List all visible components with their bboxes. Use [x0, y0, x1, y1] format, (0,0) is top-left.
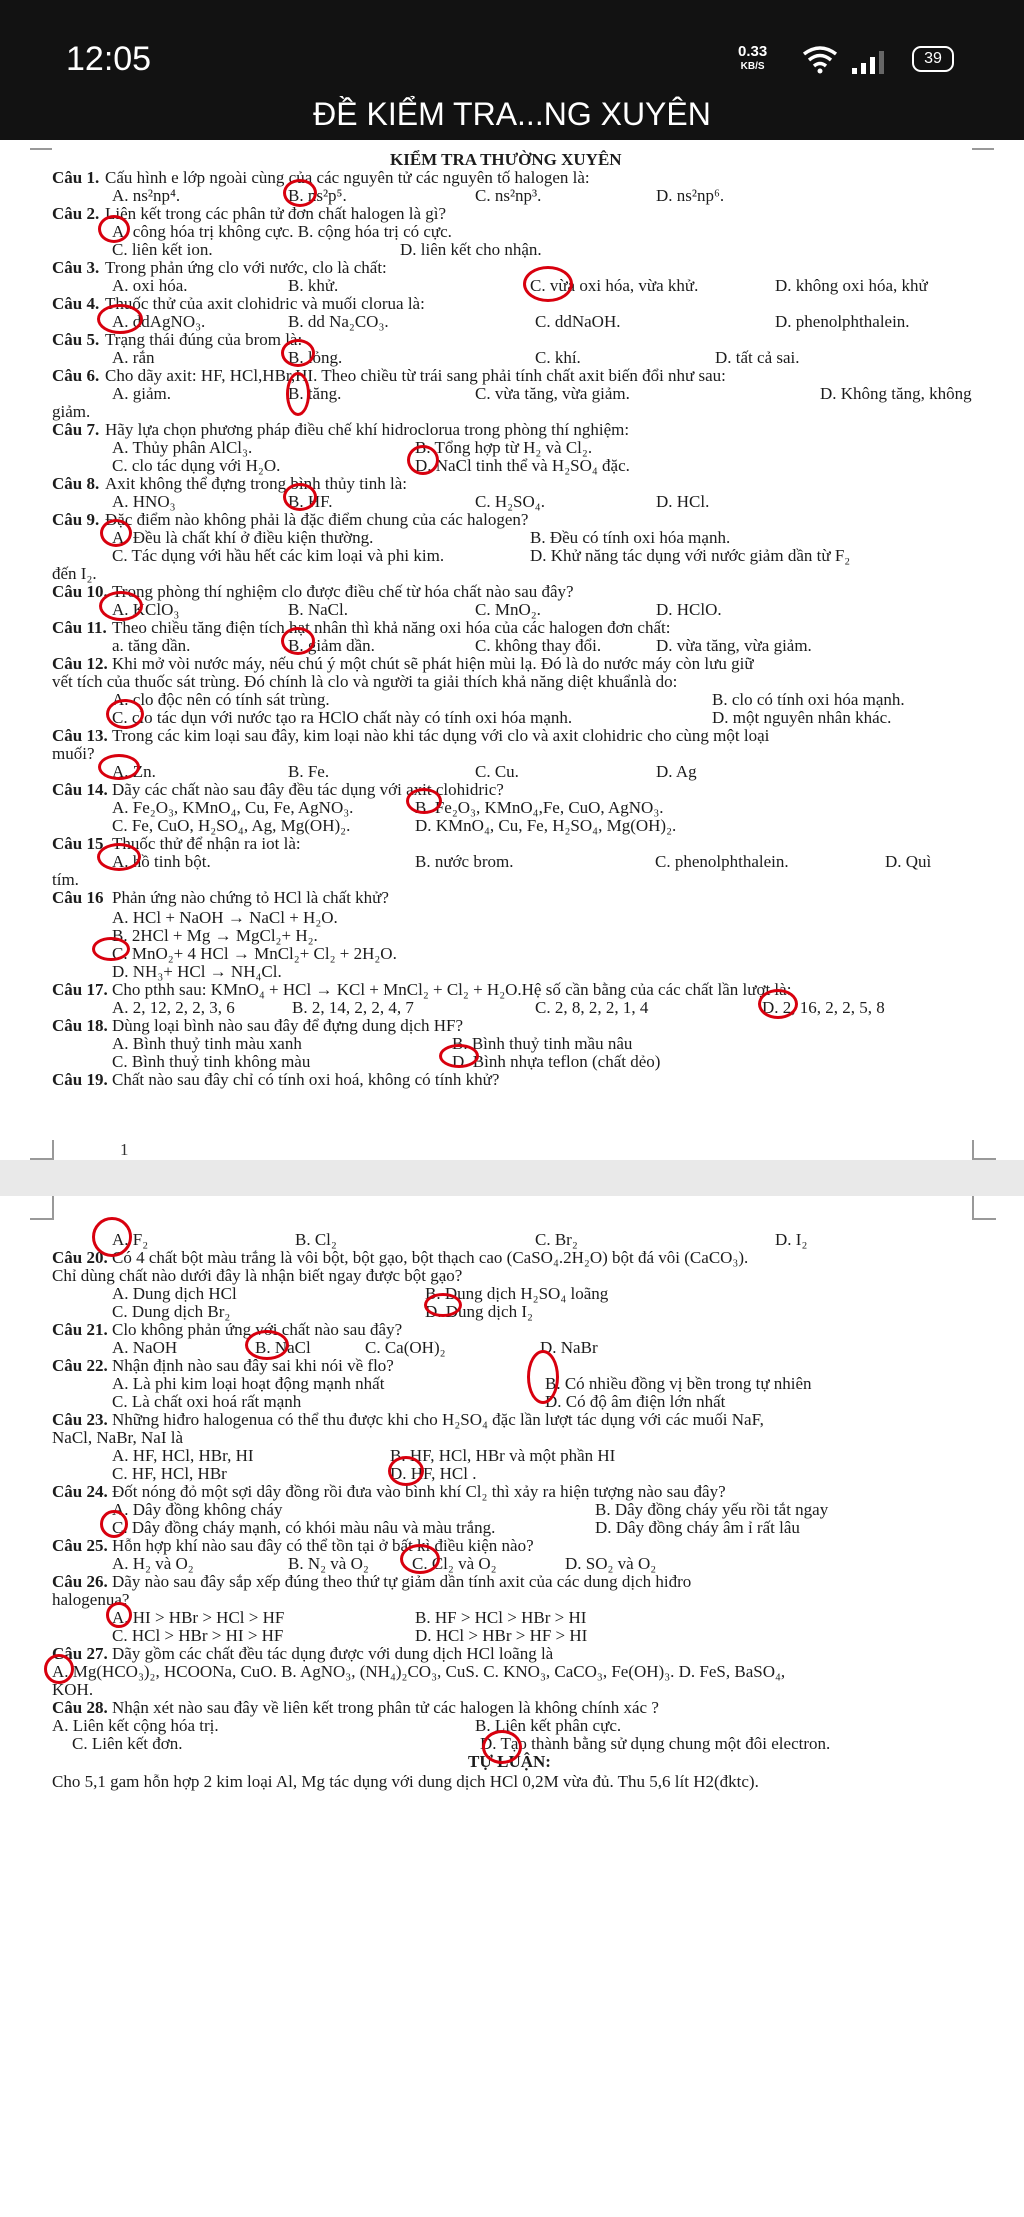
answer-circle: [281, 627, 315, 655]
text-segment: D. 2, 16, 2, 2, 5, 8: [762, 998, 885, 1017]
text-segment: C. không thay đổi.: [475, 636, 602, 655]
answer-circle: [98, 215, 130, 243]
answer-circle: [245, 1330, 289, 1360]
page-break: [0, 1160, 1024, 1196]
text-segment: Cấu hình e lớp ngoài cùng của các nguyên tử các nguyên tố halogen là:: [105, 168, 590, 187]
page-corner-mark: [972, 1196, 996, 1220]
answer-circle: [424, 1293, 462, 1317]
text-segment: Phản ứng nào chứng tỏ HCl là chất khử?: [112, 888, 389, 907]
answer-circle: [97, 843, 141, 871]
text-segment: A. giảm.: [112, 384, 172, 403]
text-segment: C. khí.: [535, 348, 581, 367]
text-segment: Có 4 chất bột màu trắng là vôi bột, bột gạo, bột thạch cao (CaSO₄.2H₂O) bột đá vôi (CaCO₃).: [112, 1248, 749, 1267]
network-speed-value: 0.33: [738, 43, 768, 60]
text-segment: B. HF, HCl, HBr và một phần HI: [390, 1446, 616, 1465]
text-segment: Nhận định nào sau đây sai khi nói về flo?: [112, 1356, 394, 1375]
text-segment: C. 2, 8, 2, 2, 1, 4: [535, 998, 649, 1017]
page-corner-mark: [972, 1140, 996, 1160]
text-segment: B. Liên kết phân cực.: [475, 1716, 622, 1735]
text-segment: A. Dung dịch HCl: [112, 1284, 237, 1303]
text-segment: Câu 1.: [52, 168, 100, 187]
text-segment: D. Dây đồng cháy âm ỉ rất lâu: [595, 1518, 800, 1537]
text-segment: Câu 26.: [52, 1572, 108, 1591]
text-segment: D. Có độ âm điện lớn nhất: [545, 1392, 726, 1411]
text-segment: C. Liên kết đơn.: [72, 1734, 183, 1753]
text-segment: C. Fe, CuO, H₂SO₄, Ag, Mg(OH)₂.: [112, 816, 351, 835]
text-segment: Trạng thái đúng của brom là:: [105, 330, 303, 349]
text-segment: C. Là chất oxi hoá rất mạnh: [112, 1392, 302, 1411]
text-segment: Câu 17.: [52, 980, 108, 999]
text-segment: Những hiđro halogenua có thể thu được khi cho H₂SO₄ đặc lần lượt tác dụng với các muối NaF,: [112, 1410, 764, 1429]
text-segment: D. HClO.: [656, 600, 722, 619]
text-segment: C. Tác dụng với hầu hết các kim loại và phi kim.: [112, 546, 445, 565]
text-segment: D. Bình nhựa teflon (chất dẻo): [452, 1052, 661, 1071]
text-segment: D. I₂: [775, 1230, 808, 1249]
text-segment: Dùng loại bình nào sau đây để đựng dung dịch HF?: [112, 1016, 464, 1035]
page-corner-mark: [30, 1196, 54, 1220]
text-segment: Trong phản ứng clo với nước, clo là chất:: [105, 258, 387, 277]
text-segment: C. MnO₂+ 4 HCl → MnCl₂+ Cl₂ + 2H₂O.: [112, 944, 397, 963]
text-segment: Câu 2.: [52, 204, 100, 223]
text-segment: Đốt nóng đỏ một sợi dây đồng rồi đưa vào bình khí Cl₂ thì xảy ra hiện tượng nào sau đây?: [112, 1482, 726, 1501]
text-segment: Câu 13.: [52, 726, 108, 745]
text-segment: Khi mở vòi nước máy, nếu chú ý một chút sẽ phát hiện mùi lạ. Đó là do nước máy còn lưu giữ: [112, 654, 754, 673]
text-segment: Câu 6.: [52, 366, 100, 385]
answer-circle: [523, 266, 573, 302]
text-segment: Câu 8.: [52, 474, 100, 493]
answer-circle: [758, 989, 798, 1019]
text-segment: Đặc điểm nào không phải là đặc điểm chung của các halogen?: [105, 510, 529, 529]
text-segment: D. Khử năng tác dụng với nước giảm dần từ F₂: [530, 546, 851, 565]
text-segment: Theo chiều tăng điện tích hạt nhân thì khả năng oxi hóa của các halogen đơn chất:: [112, 618, 671, 637]
text-segment: A. ddAgNO₃.: [112, 312, 206, 331]
text-segment: Câu 27.: [52, 1644, 108, 1663]
text-segment: B. Có nhiều đồng vị bền trong tự nhiên: [545, 1374, 812, 1393]
text-segment: A. KClO₃: [112, 600, 180, 619]
text-segment: C. HCl > HBr > HI > HF: [112, 1626, 284, 1645]
text-segment: A. công hóa trị không cực. B. cộng hóa trị có cực.: [112, 222, 452, 241]
text-segment: A. Zn.: [112, 762, 156, 781]
text-segment: a. tăng dần.: [112, 636, 191, 655]
text-segment: D. vừa tăng, vừa giảm.: [656, 636, 812, 655]
text-segment: Câu 11.: [52, 618, 107, 637]
text-segment: B. tăng.: [288, 384, 342, 403]
battery-indicator: 39: [912, 46, 954, 72]
text-segment: C. vừa oxi hóa, vừa khử.: [530, 276, 699, 295]
text-segment: B. 2HCl + Mg → MgCl₂+ H₂.: [112, 926, 318, 945]
text-segment: A. Liên kết cộng hóa trị.: [52, 1716, 219, 1735]
text-segment: Dãy các chất nào sau đây đều tác dụng với axit clohidric?: [112, 780, 504, 799]
text-segment: C. Cl₂ và O₂: [412, 1554, 497, 1573]
text-segment: Cho pthh sau: KMnO₄ + HCl → KCl + MnCl₂ + Cl₂ + H₂O.Hệ số cần bằng của các chất lần lượt là:: [112, 980, 792, 999]
text-segment: A. oxi hóa.: [112, 276, 188, 295]
text-segment: Câu 21.: [52, 1320, 108, 1339]
text-segment: Câu 23.: [52, 1410, 108, 1429]
text-segment: Dãy gồm các chất đều tác dụng được với dung dịch HCl loãng là: [112, 1644, 554, 1663]
text-segment: C. clo tác dụn với nước tạo ra HClO chất này có tính oxi hóa mạnh.: [112, 708, 573, 727]
answer-circle: [98, 754, 140, 780]
text-segment: A. ns²np⁴.: [112, 186, 181, 205]
text-segment: Clo không phản ứng với chất nào sau đây?: [112, 1320, 403, 1339]
text-segment: Câu 25.: [52, 1536, 108, 1555]
text-segment: TỰ LUẬN:: [468, 1752, 551, 1771]
text-segment: C. Dung dịch Br₂: [112, 1302, 231, 1321]
answer-circle: [283, 179, 317, 207]
signal-icon: [850, 50, 890, 74]
text-segment: D. Dung dịch I₂: [425, 1302, 533, 1321]
page-number: 1: [120, 1140, 129, 1159]
text-segment: Câu 15.: [52, 834, 108, 853]
text-segment: C. clo tác dụng với H₂O.: [112, 456, 281, 475]
text-segment: B. NaCl: [255, 1338, 311, 1357]
text-segment: Câu 7.: [52, 420, 100, 439]
text-segment: B. khử.: [288, 276, 339, 295]
text-segment: Thuốc thử của axit clohidric và muối clorua là:: [105, 294, 425, 313]
text-segment: B. Dung dịch H₂SO₄ loãng: [425, 1284, 609, 1303]
text-segment: Câu 9.: [52, 510, 100, 529]
text-segment: B. Fe.: [288, 762, 330, 781]
text-segment: A. Dây đồng không cháy: [112, 1500, 283, 1519]
answer-circle: [106, 699, 144, 729]
text-segment: Trong các kim loại sau đây, kim loại nào khi tác dụng với clo và axit clohidric cho cùng một loại: [112, 726, 770, 745]
text-segment: D. một nguyên nhân khác.: [712, 708, 892, 727]
text-segment: D. Tạo thành bằng sử dụng chung một đôi electron.: [480, 1734, 831, 1753]
text-segment: A. hồ tinh bột.: [112, 852, 211, 871]
text-segment: C. Bình thuỷ tinh không màu: [112, 1052, 311, 1071]
text-segment: Nhận xét nào sau đây về liên kết trong phân tử các halogen là không chính xác ?: [112, 1698, 659, 1717]
page-corner-mark: [972, 140, 994, 150]
text-segment: C. ddNaOH.: [535, 312, 621, 331]
text-segment: D. Không tăng, không: [820, 384, 972, 403]
text-segment: D. NaBr: [540, 1338, 598, 1357]
text-segment: Câu 5.: [52, 330, 100, 349]
text-segment: Câu 20.: [52, 1248, 108, 1267]
answer-circle: [400, 1544, 440, 1574]
page-corner-mark: [30, 140, 52, 150]
text-segment: B. Tổng hợp từ H₂ và Cl₂.: [415, 438, 593, 457]
answer-circle: [482, 1730, 522, 1764]
text-segment: KIỂM TRA THƯỜNG XUYÊN: [390, 150, 622, 169]
text-segment: Câu 16: [52, 888, 104, 907]
network-speed-unit: KB/S: [740, 61, 765, 72]
text-segment: D. SO₂ và O₂: [565, 1554, 657, 1573]
text-segment: Axit không thể đựng trong bình thủy tinh là:: [105, 474, 407, 493]
text-segment: giảm.: [52, 402, 91, 421]
text-segment: Hỗn hợp khí nào sau đây có thể tồn tại ở bất kì điều kiện nào?: [112, 1536, 534, 1555]
text-segment: B. Fe₂O₃, KMnO₄,Fe, CuO, AgNO₃.: [415, 798, 664, 817]
text-segment: A. HNO₃: [112, 492, 176, 511]
text-segment: Câu 10.: [52, 582, 108, 601]
text-segment: A. Là phi kim loại hoạt động mạnh nhất: [112, 1374, 385, 1393]
text-segment: D. HF, HCl .: [390, 1464, 477, 1483]
text-segment: A. HF, HCl, HBr, HI: [112, 1446, 254, 1465]
text-segment: D. NaCl tinh thể và H₂SO₄ đặc.: [415, 456, 630, 475]
text-segment: Trong phòng thí nghiệm clo được điều chế từ hóa chất nào sau đây?: [112, 582, 574, 601]
text-segment: Câu 28.: [52, 1698, 108, 1717]
text-segment: Câu 24.: [52, 1482, 108, 1501]
text-segment: D. liên kết cho nhận.: [400, 240, 542, 259]
text-segment: Câu 18.: [52, 1016, 108, 1035]
text-segment: KOH.: [52, 1680, 94, 1699]
text-segment: B. Đều có tính oxi hóa mạnh.: [530, 528, 731, 547]
answer-circle: [527, 1350, 559, 1404]
answer-circle: [44, 1654, 74, 1684]
text-segment: C. MnO₂.: [475, 600, 541, 619]
answer-circle: [99, 591, 143, 621]
text-segment: B. Dây đồng cháy yếu rồi tắt ngay: [595, 1500, 829, 1519]
text-segment: A. HCl + NaOH → NaCl + H₂O.: [112, 908, 338, 927]
answer-circle: [100, 519, 132, 547]
page-corner-mark: [30, 1140, 54, 1160]
text-segment: B. dd Na₂CO₃.: [288, 312, 389, 331]
text-segment: Liên kết trong các phân tử đơn chất halogen là gì?: [105, 204, 447, 223]
text-segment: Chất nào sau đây chỉ có tính oxi hoá, không có tính khử?: [112, 1070, 500, 1089]
text-segment: C. Dây đồng cháy mạnh, có khói màu nâu và màu trắng.: [112, 1518, 496, 1537]
text-segment: C. Cu.: [475, 762, 519, 781]
answer-circle: [283, 483, 317, 511]
text-segment: B. Cl₂: [295, 1230, 337, 1249]
text-segment: A. NaOH: [112, 1338, 178, 1357]
text-segment: Hãy lựa chọn phương pháp điều chế khí hidroclorua trong phòng thí nghiệm:: [105, 420, 630, 439]
text-segment: D. phenolphthalein.: [775, 312, 910, 331]
text-segment: A. rắn: [112, 348, 155, 367]
text-segment: B. 2, 14, 2, 2, 4, 7: [292, 998, 414, 1017]
network-speed: [738, 44, 767, 74]
text-segment: A. F₂: [112, 1230, 149, 1249]
text-segment: đến I₂.: [52, 564, 97, 583]
text-segment: D. tất cả sai.: [715, 348, 800, 367]
text-segment: Cho 5,1 gam hỗn hợp 2 kim loại Al, Mg tác dụng với dung dịch HCl 0,2M vừa đủ. Thu 5,6 lít H2(đktc).: [52, 1772, 759, 1791]
text-segment: NaCl, NaBr, NaI là: [52, 1428, 184, 1447]
text-segment: Câu 19.: [52, 1070, 108, 1089]
text-segment: Chỉ dùng chất nào dưới đây là nhận biết ngay được bột gạo?: [52, 1266, 463, 1285]
text-segment: A. 2, 12, 2, 2, 3, 6: [112, 998, 235, 1017]
answer-circle: [439, 1044, 479, 1068]
text-segment: A. HI > HBr > HCl > HF: [112, 1608, 285, 1627]
text-segment: A. Fe₂O₃, KMnO₄, Cu, Fe, AgNO₃.: [112, 798, 354, 817]
text-segment: C. liên kết ion.: [112, 240, 213, 259]
text-segment: C. H₂SO₄.: [475, 492, 545, 511]
text-segment: Câu 4.: [52, 294, 100, 313]
text-line: [0, 1070, 1024, 1092]
text-segment: D. KMnO₄, Cu, Fe, H₂SO₄, Mg(OH)₂.: [415, 816, 677, 835]
text-segment: B. HF.: [288, 492, 333, 511]
answer-circle: [388, 1456, 424, 1486]
text-segment: D. NH₃+ HCl → NH₄Cl.: [112, 962, 282, 981]
text-segment: C. ns²np³.: [475, 186, 542, 205]
text-segment: A. H₂ và O₂: [112, 1554, 194, 1573]
text-segment: Câu 22.: [52, 1356, 108, 1375]
answer-circle: [92, 937, 130, 961]
text-segment: C. HF, HCl, HBr: [112, 1464, 227, 1483]
text-segment: Cho dãy axit: HF, HCl,HBr,HI. Theo chiều từ trái sang phải tính chất axit biến đổi như sau:: [105, 366, 726, 385]
text-segment: halogenua?: [52, 1590, 130, 1609]
text-segment: C. Ca(OH)₂: [365, 1338, 446, 1357]
text-segment: Thuốc thử để nhận ra iot là:: [112, 834, 301, 853]
text-segment: A. Mg(HCO₃)₂, HCOONa, CuO. B. AgNO₃, (NH₄)₂CO₃, CuS. C. KNO₃, CaCO₃, Fe(OH)₃. D. FeS, BaSO₄,: [52, 1662, 786, 1681]
text-segment: Câu 12.: [52, 654, 108, 673]
answer-circle: [92, 1217, 132, 1257]
answer-circle: [106, 1602, 132, 1628]
answer-circle: [286, 372, 310, 416]
text-segment: A. clo độc nên có tính sát trùng.: [112, 690, 330, 709]
status-bar: [0, 0, 1024, 88]
text-segment: B. Bình thuỷ tinh mầu nâu: [452, 1034, 633, 1053]
text-line: [0, 888, 1024, 910]
text-segment: A. Bình thuỷ tinh màu xanh: [112, 1034, 302, 1053]
status-time: 12:05: [66, 40, 152, 78]
answer-circle: [406, 788, 442, 814]
answer-circle: [100, 1510, 128, 1538]
answer-circle: [281, 339, 315, 367]
text-segment: D. HCl.: [656, 492, 710, 511]
text-segment: D. HCl > HBr > HF > HI: [415, 1626, 588, 1645]
text-segment: C. vừa tăng, vừa giảm.: [475, 384, 630, 403]
text-segment: B. NaCl.: [288, 600, 348, 619]
text-segment: Câu 3.: [52, 258, 100, 277]
text-segment: vết tích của thuốc sát trùng. Đó chính là clo và người ta giải thích khả năng diệt khuẩnlà do:: [52, 672, 678, 691]
wifi-icon: [800, 44, 840, 74]
text-segment: D. ns²np⁶.: [656, 186, 725, 205]
text-segment: tím.: [52, 870, 79, 889]
text-segment: Dãy nào sau đây sắp xếp đúng theo thứ tự giảm dần tính axit của các dung dịch hiđro: [112, 1572, 692, 1591]
text-segment: A. Thủy phân AlCl₃.: [112, 438, 253, 457]
text-segment: B. lỏng.: [288, 348, 343, 367]
text-segment: D. Ag: [656, 762, 697, 781]
text-segment: B. HF > HCl > HBr > HI: [415, 1608, 587, 1627]
text-segment: D. không oxi hóa, khử: [775, 276, 928, 295]
answer-circle: [407, 445, 439, 475]
text-segment: C. phenolphthalein.: [655, 852, 789, 871]
text-segment: B. clo có tính oxi hóa mạnh.: [712, 690, 905, 709]
text-segment: Câu 14.: [52, 780, 108, 799]
text-segment: B. N₂ và O₂: [288, 1554, 369, 1573]
text-segment: muối?: [52, 744, 95, 763]
text-segment: B. giảm dần.: [288, 636, 375, 655]
document-title: ĐỀ KIỂM TRA...NG XUYÊN: [0, 88, 1024, 140]
text-segment: C. Br₂: [535, 1230, 578, 1249]
text-segment: D. Quì: [885, 852, 932, 871]
text-segment: A. Đều là chất khí ở điều kiện thường.: [112, 528, 374, 547]
text-line: [0, 1772, 1024, 1794]
document-viewer[interactable]: [0, 140, 1024, 2217]
text-segment: B. nước brom.: [415, 852, 514, 871]
answer-circle: [97, 304, 143, 334]
text-segment: B. ns²p⁵.: [288, 186, 347, 205]
